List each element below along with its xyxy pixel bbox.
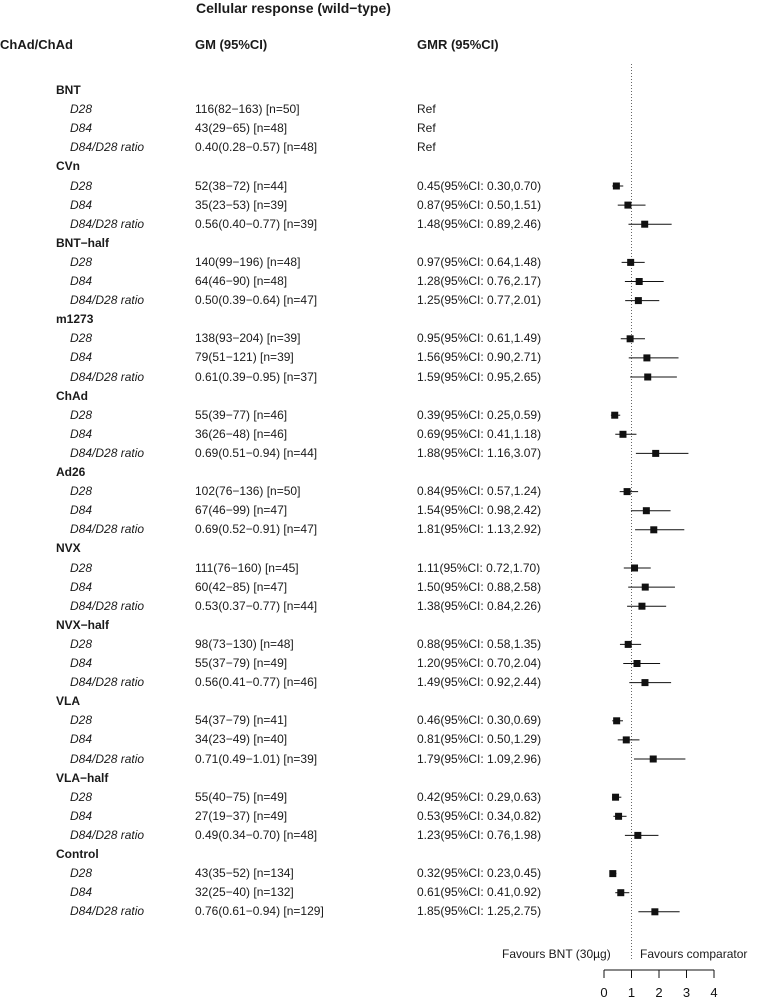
gmr-value: 1.59(95%CI: 0.95,2.65): [417, 369, 542, 384]
point-estimate: [650, 756, 657, 763]
gm-value: 98(73−130) [n=48]: [195, 636, 294, 651]
gm-value: 27(19−37) [n=49]: [195, 808, 288, 823]
gmr-value: 0.87(95%CI: 0.50,1.51): [417, 197, 542, 212]
row-label: D84: [70, 885, 93, 900]
chart-title: Cellular response (wild−type): [196, 0, 391, 16]
gmr-value: 1.23(95%CI: 0.76,1.98): [417, 827, 542, 842]
group-label: Control: [56, 847, 99, 861]
point-estimate: [627, 335, 634, 342]
point-estimate: [627, 259, 634, 266]
point-estimate: [619, 431, 626, 438]
gm-value: 0.53(0.37−0.77) [n=44]: [195, 598, 318, 613]
gm-value: 34(23−49) [n=40]: [195, 732, 288, 747]
gmr-value: 1.85(95%CI: 1.25,2.75): [417, 904, 542, 919]
gmr-value: 0.42(95%CI: 0.29,0.63): [417, 789, 542, 804]
row-label: D84: [70, 656, 93, 670]
gm-value: 0.61(0.39−0.95) [n=37]: [195, 369, 318, 384]
x-tick-label: 3: [682, 985, 691, 1000]
point-estimate: [634, 832, 641, 839]
gmr-value: 1.25(95%CI: 0.77,2.01): [417, 293, 542, 308]
gmr-value: 1.48(95%CI: 0.89,2.46): [417, 216, 542, 231]
point-estimate: [615, 813, 622, 820]
gm-value: 32(25−40) [n=132]: [195, 885, 294, 900]
point-estimate: [625, 641, 632, 648]
gm-value: 0.69(0.51−0.94) [n=44]: [195, 445, 318, 460]
gm-value: 35(23−53) [n=39]: [195, 197, 288, 212]
gmr-value: 0.45(95%CI: 0.30,0.70): [417, 178, 542, 193]
point-estimate: [613, 183, 620, 190]
gm-value: 67(46−99) [n=47]: [195, 503, 288, 518]
point-estimate: [617, 889, 624, 896]
gm-value: 111(76−160) [n=45]: [195, 560, 299, 575]
row-label: D84/D28 ratio: [70, 293, 145, 308]
gm-value: 60(42−85) [n=47]: [195, 579, 288, 594]
gmr-value: 1.50(95%CI: 0.88,2.58): [417, 579, 542, 594]
row-label: D28: [70, 713, 93, 728]
row-label: D28: [70, 407, 93, 422]
point-estimate: [634, 660, 641, 667]
row-label: D84/D28 ratio: [70, 369, 145, 384]
comparison-header: ChAd/ChAd: [0, 37, 73, 52]
point-estimate: [609, 870, 616, 877]
gmr-value: 1.54(95%CI: 0.98,2.42): [417, 503, 542, 518]
group-label: BNT−half: [56, 235, 110, 250]
point-estimate: [651, 908, 658, 915]
group-label: VLA: [56, 694, 80, 709]
gmr-value: 0.46(95%CI: 0.30,0.69): [417, 713, 542, 728]
gmr-value: 1.49(95%CI: 0.92,2.44): [417, 675, 542, 690]
row-label: D84: [70, 121, 93, 136]
gm-value: 140(99−196) [n=48]: [195, 254, 301, 269]
gm-value: 0.40(0.28−0.57) [n=48]: [195, 140, 318, 155]
row-label: D28: [70, 331, 93, 346]
x-tick-label: 0: [600, 985, 608, 1000]
row-label: D28: [70, 866, 93, 881]
row-label: D84/D28 ratio: [70, 675, 145, 690]
gmr-value: 0.88(95%CI: 0.58,1.35): [417, 636, 542, 651]
gm-value: 0.76(0.61−0.94) [n=129]: [195, 904, 324, 919]
point-estimate: [624, 202, 631, 209]
gm-value: 55(40−75) [n=49]: [195, 789, 288, 804]
gmr-value: 1.56(95%CI: 0.90,2.71): [417, 350, 542, 365]
row-label: D28: [70, 102, 93, 117]
row-label: D84: [70, 503, 93, 518]
gm-value: 55(37−79) [n=49]: [195, 656, 288, 670]
gm-value: 116(82−163) [n=50]: [195, 102, 300, 117]
x-tick-label: 4: [710, 985, 718, 1000]
row-label: D84/D28 ratio: [70, 140, 145, 155]
row-label: D84: [70, 579, 93, 594]
row-label: D28: [70, 178, 93, 193]
row-label: D28: [70, 560, 93, 575]
row-label: D84: [70, 732, 93, 747]
gmr-header: GMR (95%CI): [417, 37, 499, 52]
x-tick-label: 1: [627, 985, 636, 1000]
point-estimate: [643, 354, 650, 361]
point-estimate: [636, 278, 643, 285]
row-label: D84/D28 ratio: [70, 216, 145, 231]
row-label: D84/D28 ratio: [70, 598, 145, 613]
point-estimate: [642, 584, 649, 591]
favours-left-label: Favours BNT (30µg): [502, 947, 611, 961]
gmr-value: 1.20(95%CI: 0.70,2.04): [417, 656, 542, 670]
gm-value: 54(37−79) [n=41]: [195, 713, 288, 728]
gmr-value: 0.97(95%CI: 0.64,1.48): [417, 254, 542, 269]
point-estimate: [631, 565, 638, 572]
gmr-value: 1.81(95%CI: 1.13,2.92): [417, 522, 542, 537]
gm-value: 52(38−72) [n=44]: [195, 178, 288, 193]
group-label: Ad26: [56, 465, 86, 479]
gm-header: GM (95%CI): [195, 37, 268, 52]
gmr-value: 0.95(95%CI: 0.61,1.49): [417, 331, 542, 346]
group-label: m1273: [56, 312, 94, 327]
point-estimate: [635, 297, 642, 304]
gm-value: 102(76−136) [n=50]: [195, 484, 301, 499]
row-label: D28: [70, 254, 93, 269]
gm-value: 0.56(0.41−0.77) [n=46]: [195, 675, 318, 690]
row-label: D84: [70, 808, 93, 823]
gm-value: 55(39−77) [n=46]: [195, 407, 288, 422]
gmr-value: Ref: [417, 121, 436, 136]
row-label: D84/D28 ratio: [70, 522, 145, 537]
point-estimate: [624, 488, 631, 495]
group-label: VLA−half: [56, 770, 109, 785]
row-label: D84: [70, 197, 93, 212]
row-label: D84: [70, 274, 93, 288]
gmr-value: 0.32(95%CI: 0.23,0.45): [417, 866, 542, 881]
gm-value: 0.56(0.40−0.77) [n=39]: [195, 216, 318, 231]
group-label: NVX−half: [56, 617, 110, 632]
row-label: D84/D28 ratio: [70, 904, 145, 919]
group-label: CVn: [56, 159, 80, 174]
gm-value: 0.50(0.39−0.64) [n=47]: [195, 293, 318, 308]
gm-value: 43(29−65) [n=48]: [195, 121, 288, 136]
gmr-value: 1.28(95%CI: 0.76,2.17): [417, 274, 542, 288]
gm-value: 0.49(0.34−0.70) [n=48]: [195, 827, 318, 842]
group-label: BNT: [56, 83, 81, 97]
gmr-value: 0.84(95%CI: 0.57,1.24): [417, 484, 542, 499]
gm-value: 43(35−52) [n=134]: [195, 866, 294, 881]
gm-value: 0.71(0.49−1.01) [n=39]: [195, 751, 318, 766]
gm-value: 79(51−121) [n=39]: [195, 350, 294, 365]
group-label: NVX: [56, 541, 81, 556]
point-estimate: [611, 412, 618, 419]
group-label: ChAd: [56, 388, 88, 403]
point-estimate: [652, 450, 659, 457]
favours-right-label: Favours comparator: [640, 947, 748, 961]
row-label: D84: [70, 426, 93, 441]
point-estimate: [613, 717, 620, 724]
gm-value: 0.69(0.52−0.91) [n=47]: [195, 522, 318, 537]
gmr-value: Ref: [417, 140, 436, 155]
row-label: D84/D28 ratio: [70, 827, 145, 842]
point-estimate: [644, 374, 651, 381]
gmr-value: 1.79(95%CI: 1.09,2.96): [417, 751, 542, 766]
point-estimate: [612, 794, 619, 801]
gm-value: 64(46−90) [n=48]: [195, 274, 288, 288]
gmr-value: 0.53(95%CI: 0.34,0.82): [417, 808, 542, 823]
gmr-value: 1.11(95%CI: 0.72,1.70): [417, 560, 541, 575]
point-estimate: [641, 221, 648, 228]
gm-value: 138(93−204) [n=39]: [195, 331, 301, 346]
row-label: D28: [70, 789, 93, 804]
gmr-value: 0.81(95%CI: 0.50,1.29): [417, 732, 542, 747]
gmr-value: 0.39(95%CI: 0.25,0.59): [417, 407, 542, 422]
x-tick-label: 2: [655, 985, 663, 1000]
point-estimate: [638, 603, 645, 610]
gm-value: 36(26−48) [n=46]: [195, 426, 288, 441]
gmr-value: 0.61(95%CI: 0.41,0.92): [417, 885, 542, 900]
gmr-value: 0.69(95%CI: 0.41,1.18): [417, 426, 542, 441]
row-label: D84/D28 ratio: [70, 445, 145, 460]
point-estimate: [623, 736, 630, 743]
gmr-value: 1.38(95%CI: 0.84,2.26): [417, 598, 542, 613]
point-estimate: [650, 526, 657, 533]
point-estimate: [641, 679, 648, 686]
point-estimate: [643, 507, 650, 514]
gmr-value: Ref: [417, 102, 436, 117]
row-label: D28: [70, 484, 93, 499]
gmr-value: 1.88(95%CI: 1.16,3.07): [417, 445, 542, 460]
row-label: D84: [70, 350, 93, 365]
row-label: D84/D28 ratio: [70, 751, 145, 766]
row-label: D28: [70, 636, 93, 651]
